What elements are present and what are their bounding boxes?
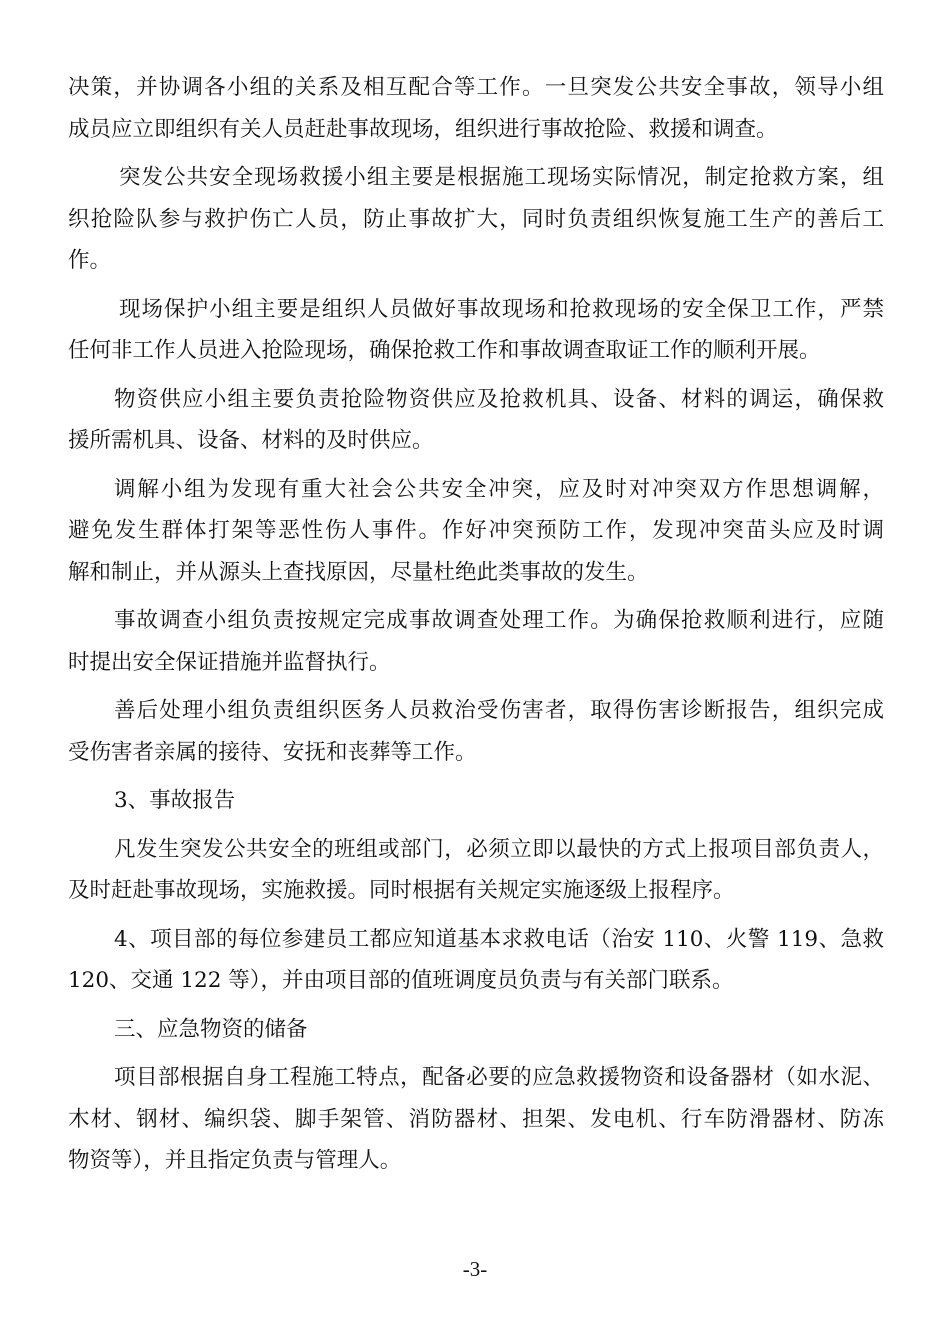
paragraph-line: 及时赶赴事故现场，实施救援。同时根据有关规定实施逐级上报程序。 [68,878,735,903]
paragraph-line: 凡发生突发公共安全的班组或部门，必须立即以最快的方式上报项目部负责人， [114,836,884,862]
paragraph-line: 时提出安全保证措施并监督执行。 [68,649,391,675]
paragraph-line: 三、应急物资的储备 [114,1016,308,1042]
paragraph-line: 事故调查小组负责按规定完成事故调查处理工作。为确保抢救顺利进行，应随 [114,608,884,633]
paragraph-line: 物资等），并且指定负责与管理人。 [68,1148,402,1173]
paragraph-line: 善后处理小组负责组织医务人员救治受伤害者，取得伤害诊断报告，组织完成 [114,698,884,723]
paragraph [68,690,884,773]
paragraph-line: 调解小组为发现有重大社会公共安全冲突，应及时对冲突双方作思想调解， [114,476,884,502]
paragraph-line: 项目部根据自身工程施工特点，配备必要的应急救援物资和设备器材（如水泥、 [114,1065,884,1090]
document-body [68,67,884,1189]
paragraph-line: 任何非工作人员进入抢险现场，确保抢救工作和事故调查取证工作的顺利开展。 [68,338,821,363]
paragraph [68,379,884,462]
paragraph-line: 木材、钢材、编织袋、脚手架管、消防器材、担架、发电机、行车防滑器材、防冻 [68,1106,884,1132]
paragraph [68,1057,884,1182]
paragraph [68,829,884,912]
paragraph-line: 决策，并协调各小组的关系及相互配合等工作。一旦突发公共安全事故，领导小组 [68,75,884,100]
paragraph-line: 现场保护小组主要是组织人员做好事故现场和抢救现场的安全保卫工作，严禁 [119,296,884,322]
paragraph-line: 解和制止，并从源头上查找原因，尽量杜绝此类事故的发生。 [68,559,649,585]
paragraph-line: 4、项目部的每位参建员工都应知道基本求救电话（治安 110、火警 119、急救 [114,926,884,952]
paragraph [68,289,884,372]
paragraph-line: 避免发生群体打架等恶性伤人事件。作好冲突预防工作，发现冲突苗头应及时调 [68,518,884,543]
paragraph [68,157,884,282]
paragraph-line: 作。 [68,248,112,273]
paragraph-line: 受伤害者亲属的接待、安抚和丧葬等工作。 [68,739,477,765]
paragraph [68,1009,884,1051]
paragraph-line: 援所需机具、设备、材料的及时供应。 [68,428,434,453]
paragraph [68,67,884,150]
paragraph-line: 织抢险队参与救护伤亡人员，防止事故扩大，同时负责组织恢复施工生产的善后工 [68,206,884,232]
paragraph-line: 物资供应小组主要负责抢险物资供应及抢救机具、设备、材料的调运，确保救 [114,386,884,412]
paragraph-line: 成员应立即组织有关人员赶赴事故现场，组织进行事故抢险、救援和调查。 [68,116,778,142]
paragraph-line: 120、交通 122 等），并由项目部的值班调度员负责与有关部门联系。 [68,968,734,993]
paragraph-line: 3、事故报告 [114,788,236,813]
paragraph [68,469,884,594]
paragraph-line: 突发公共安全现场救援小组主要是根据施工现场实际情况，制定抢救方案，组 [119,165,884,190]
page-number: -3- [462,1257,488,1281]
paragraph [68,600,884,683]
paragraph [68,919,884,1002]
paragraph [68,780,884,822]
